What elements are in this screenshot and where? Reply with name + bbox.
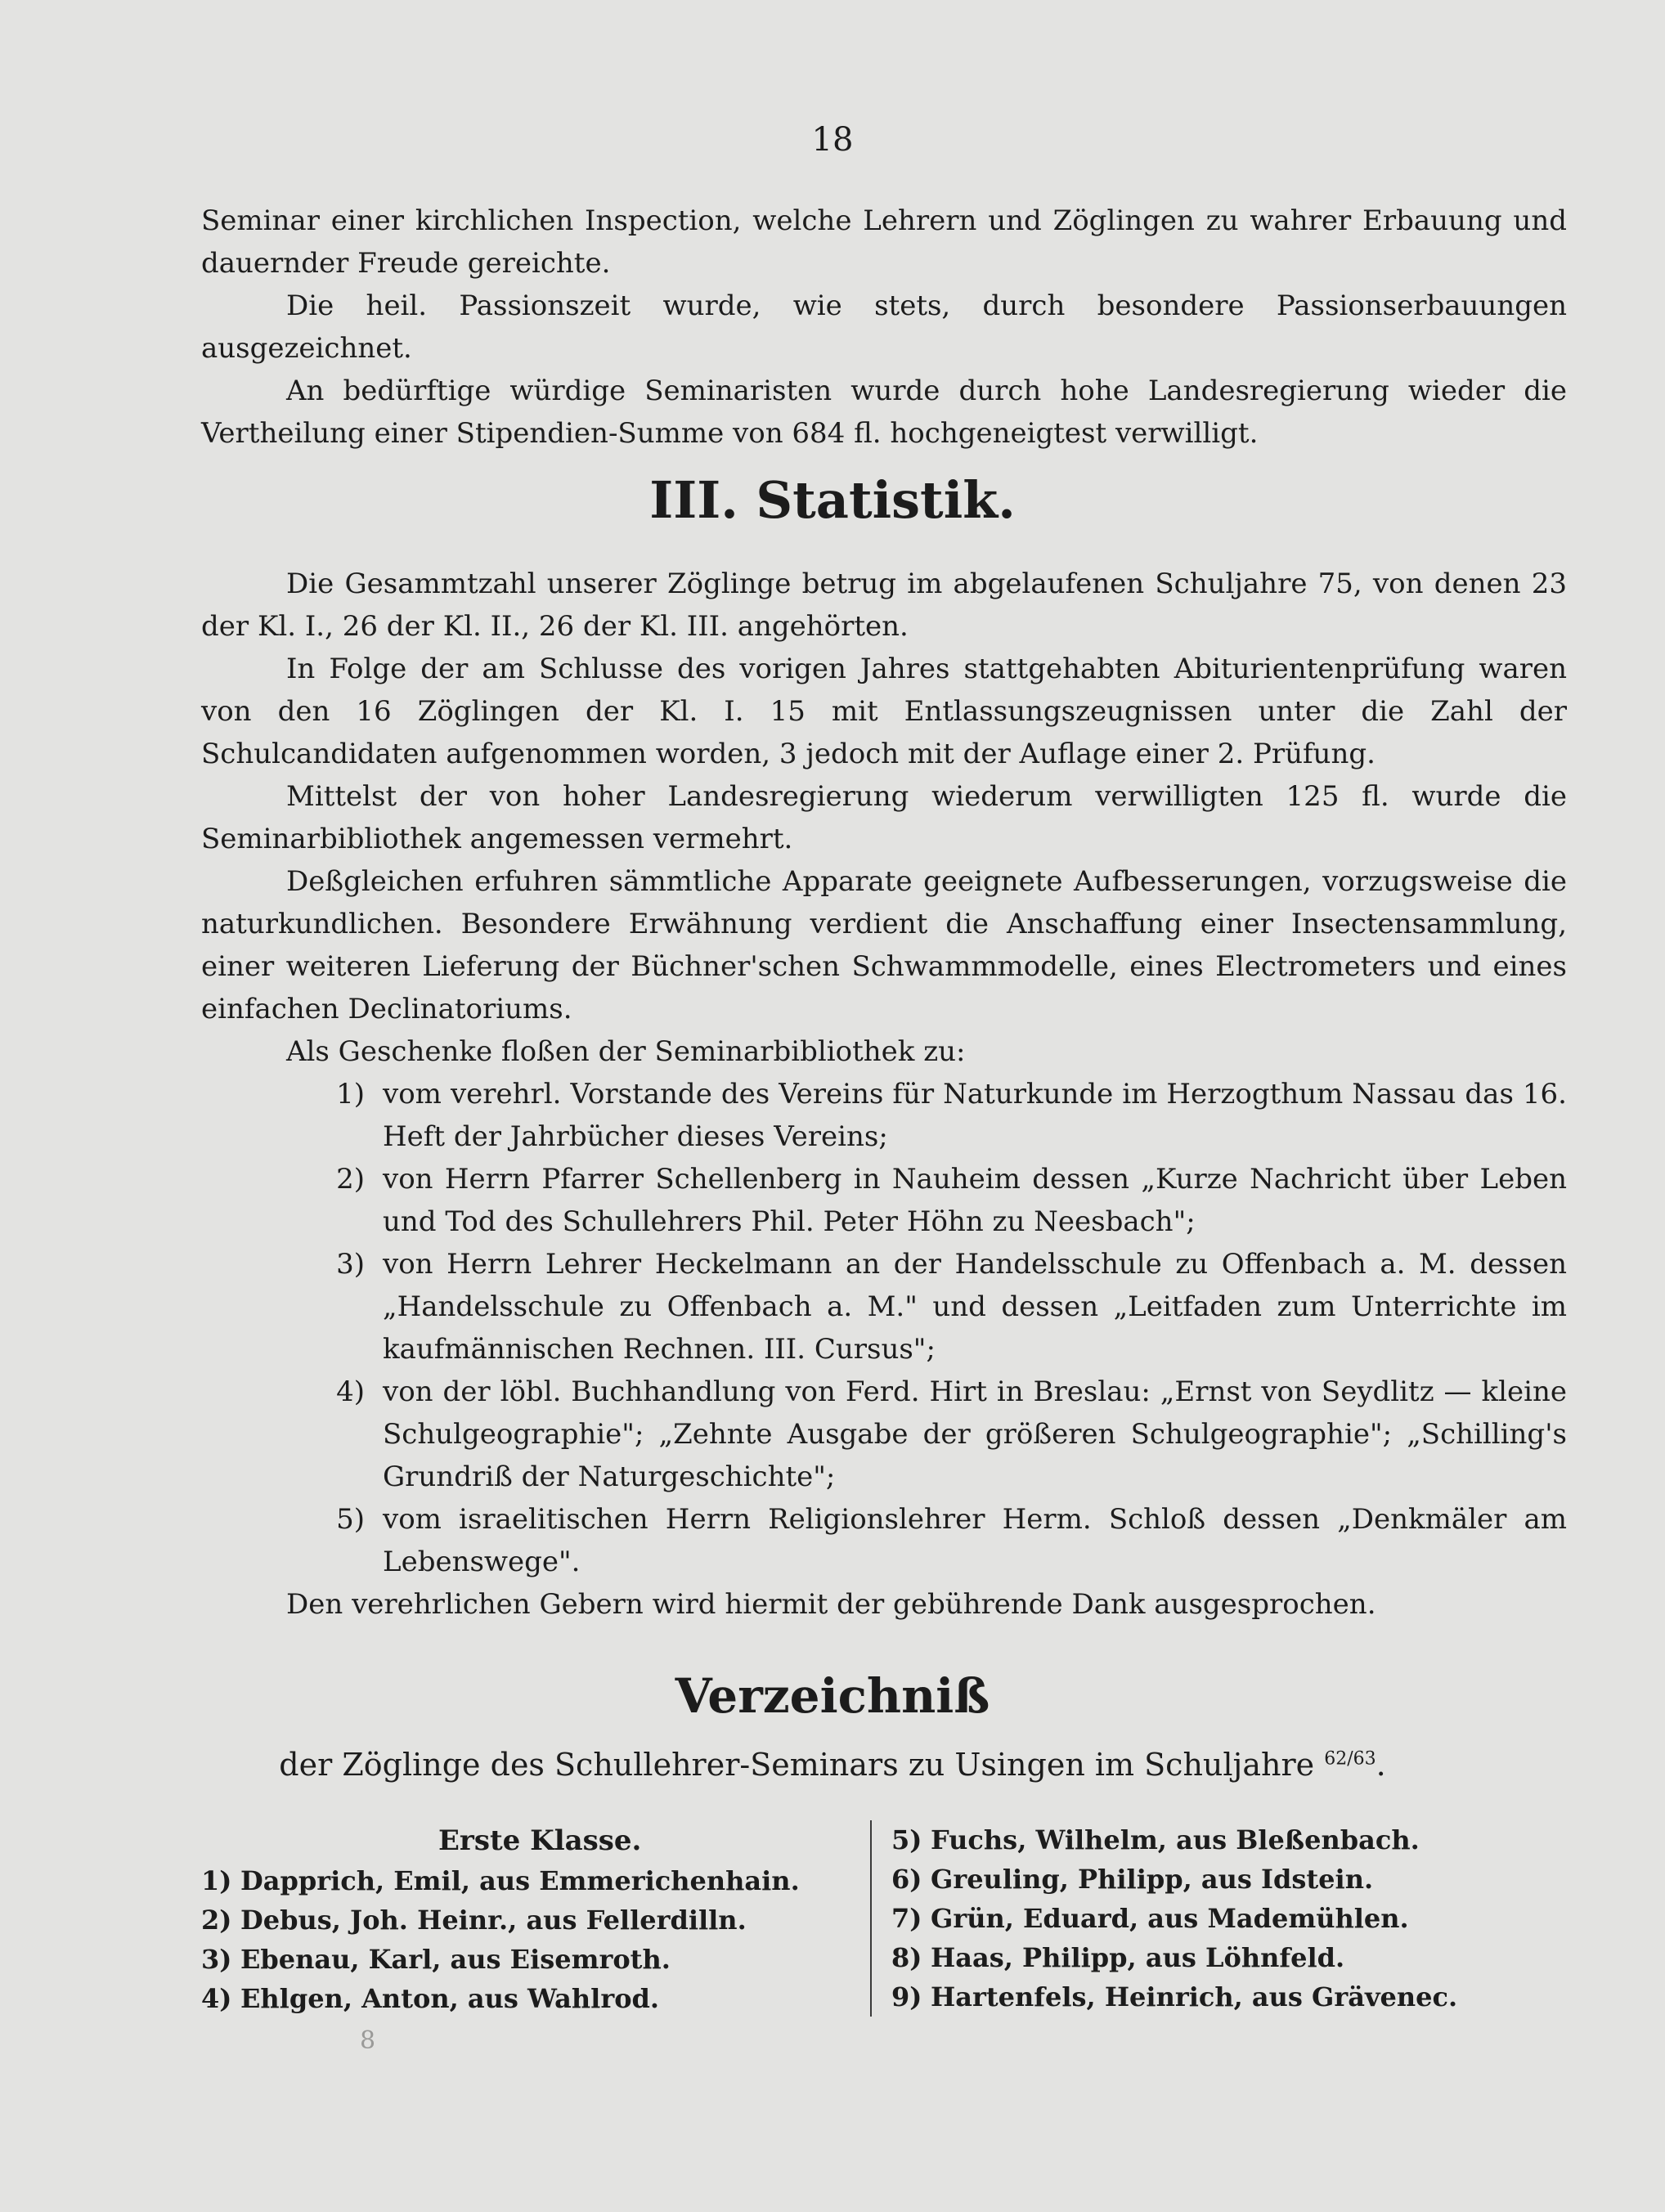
gift-number: 3) [336, 1248, 365, 1281]
gift-text: von der löbl. Buchhandlung von Ferd. Hirt in Breslau: „Ernst von Seydlitz — kleine Schulgeographie"; „Zehnte Ausgabe der größeren Schulgeographie"; „Schilling's Grundriß der Naturgeschichte"; [383, 1375, 1567, 1493]
gift-list [201, 1073, 1567, 1583]
student-name: Haas, Philipp, aus Löhnfeld. [931, 1942, 1345, 1973]
closing-line: Den verehrlichen Gebern wird hiermit der gebührende Dank ausgesprochen. [286, 1588, 1376, 1621]
student-number: 6) [891, 1864, 922, 1895]
gift-item [201, 1371, 1567, 1498]
student-number: 1) [201, 1865, 232, 1896]
student-number: 4) [201, 1983, 232, 2014]
gift-number: 4) [336, 1375, 365, 1408]
student-number: 5) [891, 1824, 922, 1855]
gift-item [201, 1243, 1567, 1371]
intro-paragraph: An bedürftige würdige Seminaristen wurde durch hohe Landesregierung wieder die Vertheilung einer Stipendien-Summe von 684 fl. hochgeneigtest verwilligt. [201, 375, 1567, 450]
list-item [201, 1940, 870, 1979]
statistik-paragraph: Die Gesammtzahl unserer Zöglinge betrug im abgelaufenen Schuljahre 75, von denen 23 der Kl. I., 26 der Kl. II., 26 der Kl. III. angehörten. [201, 568, 1567, 643]
page-number: 18 [811, 121, 854, 159]
register-subtitle-text: der Zöglinge des Schullehrer-Seminars zu Usingen im Schuljahre [279, 1747, 1315, 1783]
student-name: Hartenfels, Heinrich, aus Grävenec. [931, 1981, 1458, 2012]
intro-paragraph: Seminar einer kirchlichen Inspection, welche Lehrern und Zöglingen zu wahrer Erbauung und dauernder Freude gereichte. [201, 204, 1567, 280]
gift-text: von Herrn Lehrer Heckelmann an der Handelsschule zu Offenbach a. M. dessen „Handelsschule zu Offenbach a. M." und dessen „Leitfaden zum Unterrichte im kaufmännischen Rechnen. III. Cursus"; [383, 1248, 1567, 1366]
student-number: 7) [891, 1903, 922, 1934]
register-title: Verzeichniß [675, 1668, 990, 1724]
student-name: Ehlgen, Anton, aus Wahlrod. [240, 1983, 660, 2014]
list-item [891, 1820, 1542, 1860]
list-item [891, 1977, 1542, 2017]
class-heading: Erste Klasse. [438, 1824, 642, 1857]
gift-item [201, 1073, 1567, 1158]
list-item [201, 1861, 870, 1900]
list-item [201, 1900, 870, 1940]
gift-number: 2) [336, 1163, 365, 1196]
student-name: Dapprich, Emil, aus Emmerichenhain. [240, 1865, 800, 1896]
gift-number: 1) [336, 1078, 365, 1110]
student-name: Ebenau, Karl, aus Eisemroth. [240, 1944, 671, 1975]
student-name: Greuling, Philipp, aus Idstein. [931, 1864, 1374, 1895]
intro-paragraph: Die heil. Passionszeit wurde, wie stets, durch besondere Passionserbauungen ausgezeichnet. [201, 289, 1567, 365]
student-number: 9) [891, 1981, 922, 2012]
bleed-through-number: 8 [360, 2026, 376, 2055]
student-name: Grün, Eduard, aus Mademühlen. [931, 1903, 1409, 1934]
student-column-left [201, 1820, 872, 2017]
student-column-right [872, 1820, 1542, 2017]
register-school-year: 62/63 [1324, 1748, 1376, 1770]
student-name: Debus, Joh. Heinr., aus Fellerdilln. [240, 1905, 747, 1936]
gift-item [201, 1498, 1567, 1583]
gift-text: vom verehrl. Vorstande des Vereins für Naturkunde im Herzogthum Nassau das 16. Heft der Jahrbücher dieses Vereins; [383, 1078, 1567, 1153]
intro-text [201, 200, 1567, 455]
student-number: 2) [201, 1905, 232, 1936]
statistik-paragraph: Als Geschenke floßen der Seminarbibliothek zu: [286, 1035, 966, 1068]
student-list [201, 1820, 1542, 2017]
section-heading: III. Statistik. [649, 470, 1016, 530]
gift-number: 5) [336, 1503, 365, 1536]
student-number: 3) [201, 1944, 232, 1975]
statistik-paragraph: In Folge der am Schlusse des vorigen Jahres stattgehabten Abiturientenprüfung waren von den 16 Zöglingen der Kl. I. 15 mit Entlassungszeugnissen unter die Zahl der Schulcandidaten aufgenommen worden, 3 jedoch mit der Auflage einer 2. Prüfung. [201, 653, 1567, 770]
list-item [891, 1860, 1542, 1899]
statistik-paragraph: Deßgleichen erfuhren sämmtliche Apparate geeignete Aufbesserungen, vorzugsweise die naturkundlichen. Besondere Erwähnung verdient die Anschaffung einer Insectensammlung, einer weiteren Lieferung der Büchner'schen Schwammmodelle, eines Electrometers und eines einfachen Declinatoriums. [201, 865, 1567, 1025]
student-name: Fuchs, Wilhelm, aus Bleßenbach. [931, 1824, 1420, 1855]
gift-text: vom israelitischen Herrn Religionslehrer Herm. Schloß dessen „Denkmäler am Lebenswege". [383, 1503, 1567, 1578]
gift-item [201, 1158, 1567, 1243]
statistik-paragraph: Mittelst der von hoher Landesregierung wiederum verwilligten 125 fl. wurde die Seminarbibliothek angemessen vermehrt. [201, 780, 1567, 855]
register-subtitle: der Zöglinge des Schullehrer-Seminars zu Usingen im Schuljahre $^{62/63}$. [279, 1747, 1386, 1783]
statistik-section [201, 563, 1567, 1626]
list-item [891, 1938, 1542, 1977]
list-item [891, 1899, 1542, 1938]
gift-text: von Herrn Pfarrer Schellenberg in Nauheim dessen „Kurze Nachricht über Leben und Tod des Schullehrers Phil. Peter Höhn zu Neesbach"; [383, 1163, 1567, 1238]
student-number: 8) [891, 1942, 922, 1973]
list-item [201, 1979, 870, 2018]
